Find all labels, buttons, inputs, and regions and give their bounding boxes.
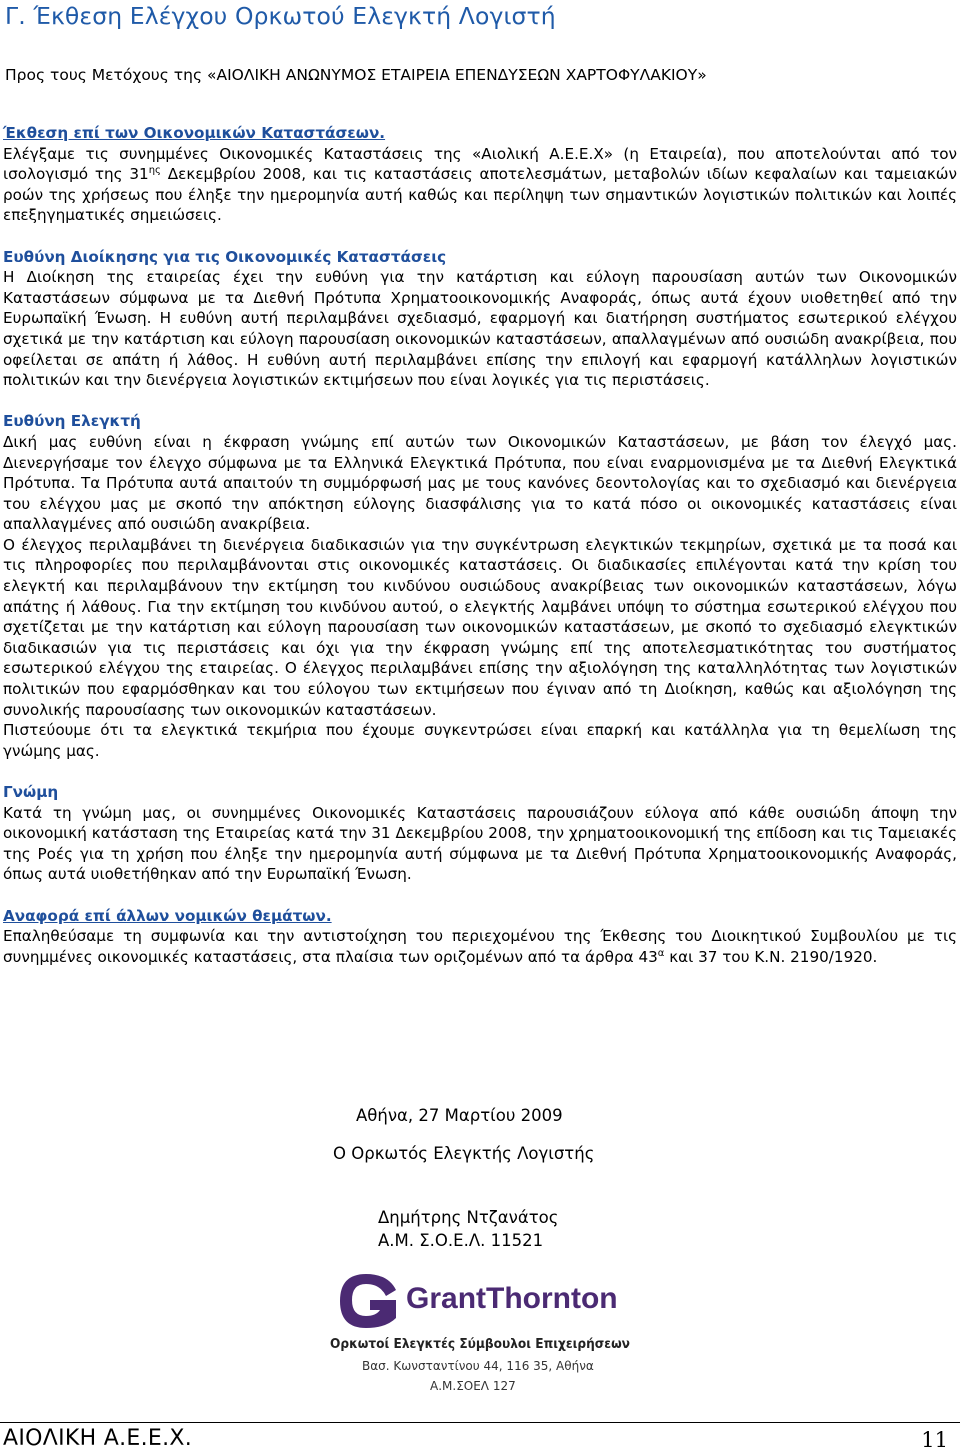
report-sup: ης bbox=[148, 165, 161, 177]
report-body bbox=[3, 123, 957, 967]
grant-thornton-stamp bbox=[330, 1270, 630, 1394]
auditor-heading: Ευθύνη Ελεγκτή bbox=[3, 412, 141, 431]
spacer bbox=[3, 885, 957, 906]
opinion-paragraph: Κατά τη γνώμη μας, οι συνημμένες Οικονομικές Καταστάσεις παρουσιάζουν εύλογα από κάθε ουσιώδη άποψη την οικονομική κατάσταση της Εταιρείας κατά την 31 Δεκεμβρίου 2008, την χρηματοοικονομική της επίδοση και τις Ταμειακές της Ροές για τη χρήση που έληξε την ημερομηνία αυτή σύμφωνα με τα Διεθνή Πρότυπα Χρηματοοικονομικής Αναφοράς, όπως αυτά υιοθετήθηκαν από την Ευρωπαϊκή Ένωση. bbox=[3, 803, 957, 884]
spacer bbox=[3, 391, 957, 412]
auditor-paragraph-3: Πιστεύουμε ότι τα ελεγκτικά τεκμήρια που έχουμε συγκεντρώσει είναι επαρκή και κατάλληλα για τη θεμελίωση της γνώμης μας. bbox=[3, 721, 957, 760]
report-text-a: Ελέγξαμε τις συνημμένες Οικονομικές Καταστάσεις της «Αιολική Α.Ε.Ε.Χ» (η Εταιρεία), που αποτελούνται από τον ισολογισμό της 31 bbox=[3, 144, 957, 184]
signature-name: Δημήτρης Ντζανάτος bbox=[378, 1208, 559, 1227]
logo-address: Βασ. Κωνσταντίνου 44, 116 35, Αθήνα bbox=[362, 1359, 594, 1373]
logo-tagline: Ορκωτοί Ελεγκτές Σύμβουλοι Επιχειρήσεων bbox=[330, 1336, 630, 1352]
legal-text-a: Επαληθεύσαμε τη συμφωνία και την αντιστοίχηση του περιεχομένου της Έκθεσης του Διοικητικού Συμβουλίου με τις συνημμένες οικονομικές καταστάσεις, στα πλαίσια των οριζομένων από τα άρθρα 43 bbox=[3, 927, 957, 966]
spacer bbox=[3, 226, 957, 247]
signature-place-date: Αθήνα, 27 Μαρτίου 2009 bbox=[356, 1106, 563, 1125]
management-paragraph: Η Διοίκηση της εταιρείας έχει την ευθύνη για την κατάρτιση και εύλογη παρουσίαση αυτών των Οικονομικών Καταστάσεων σύμφωνα με τα Διεθνή Πρότυπα Χρηματοοικονομικής Αναφοράς, όπως αυτά έχουν υιοθετηθεί από την Ευρωπαϊκή Ένωση. Η ευθύνη αυτή περιλαμβάνει σχεδιασμό, εφαρμογή και διατήρηση συστήματος εσωτερικού ελέγχου σχετικά με την κατάρτιση και εύλογη παρουσίαση οικονομικών καταστάσεων, απαλλαγμένων από ουσιώδη ανακρίβεια, που οφείλεται σε απάτη ή λάθος. Η ευθύνη αυτή περιλαμβάνει επίσης την επιλογή και εφαρμογή κατάλληλων λογιστικών πολιτικών και την διενέργεια λογιστικών εκτιμήσεων που είναι λογικές για τις περιστάσεις. bbox=[3, 268, 957, 390]
signature-role: Ο Ορκωτός Ελεγκτής Λογιστής bbox=[333, 1144, 595, 1163]
page-number: 11 bbox=[921, 1428, 948, 1452]
auditor-paragraph-2: Ο έλεγχος περιλαμβάνει τη διενέργεια διαδικασιών για την συγκέντρωση ελεγκτικών τεκμηρίων, σχετικά με τα ποσά και τις πληροφορίες που περιλαμβάνονται στις οικονομικές καταστάσεις. Οι διαδικασίες επιλέγονται κατά την κρίση του ελεγκτή και περιλαμβάνουν την εκτίμηση του κινδύνου ουσιώδους ανακρίβειας των οικονομικών καταστάσεων, λόγω απάτης ή λάθους. Για την εκτίμηση του κινδύνου αυτού, ο ελεγκτής λαμβάνει υπόψη το σύστημα εσωτερικού ελέγχου που σχετίζεται με την κατάρτιση και εύλογη παρουσίαση των οικονομικών καταστάσεων, με σκοπό το σχεδιασμό ελεγκτικών διαδικασιών για τις περιστάσεις και όχι για την έκφραση γνώμης επί της αποτελεσματικότητας του συστήματος εσωτερικού ελέγχου της εταιρείας. Ο έλεγχος περιλαμβάνει επίσης την αξιολόγηση της καταλληλότητας των λογιστικών πολιτικών που εφαρμόσθηκαν και του εύλογου των εκτιμήσεων που έγιναν από τη Διοίκηση, καθώς και αξιολόγηση της συνολικής παρουσίασης των οικονομικών καταστάσεων. bbox=[3, 535, 957, 719]
auditor-paragraph-1: Δική μας ευθύνη είναι η έκφραση γνώμης επί αυτών των Οικονομικών Καταστάσεων, με βάση τον έλεγχό μας. Διενεργήσαμε τον έλεγχο σύμφωνα με τα Ελληνικά Ελεγκτικά Πρότυπα, που είναι εναρμονισμένα με τα Διεθνή Ελεγκτικά Πρότυπα. Τα Πρότυπα αυτά απαιτούν τη συμμόρφωσή μας με τους κανόνες δεοντολογίας και το σχεδιασμό και διενέργεια του ελέγχου μας με σκοπό την απόκτηση εύλογης διασφάλισης για το κατά πόσο οι οικονομικές καταστάσεις είναι απαλλαγμένες από ουσιώδη ανακρίβεια. bbox=[3, 432, 957, 534]
report-heading: Έκθεση επί των Οικονομικών Καταστάσεων. bbox=[3, 124, 386, 142]
legal-sup: α bbox=[657, 947, 665, 959]
addressee-line: Προς τους Μετόχους της «ΑΙΟΛΙΚΗ ΑΝΩΝΥΜΟΣ ΕΤΑΙΡΕΙΑ ΕΠΕΝΔΥΣΕΩΝ ΧΑΡΤΟΦΥΛΑΚΙΟΥ» bbox=[5, 66, 707, 84]
footer-divider bbox=[0, 1422, 960, 1423]
management-heading: Ευθύνη Διοίκησης για τις Οικονομικές Καταστάσεις bbox=[3, 247, 447, 266]
signature-registry: Α.Μ. Σ.Ο.Ε.Λ. 11521 bbox=[378, 1231, 544, 1250]
logo-brand: GrantThornton bbox=[406, 1282, 618, 1315]
legal-text-b: και 37 του Κ.Ν. 2190/1920. bbox=[664, 947, 878, 966]
spacer bbox=[3, 761, 957, 782]
logo-registry: Α.Μ.ΣΟΕΛ 127 bbox=[430, 1379, 516, 1393]
legal-paragraph bbox=[3, 926, 957, 967]
footer-company: ΑΙΟΛΙΚΗ Α.Ε.Ε.Χ. bbox=[3, 1426, 193, 1451]
report-paragraph bbox=[3, 144, 957, 226]
page-title: Γ. Έκθεση Ελέγχου Ορκωτού Ελεγκτή Λογιστή bbox=[5, 2, 556, 30]
grant-thornton-logo-icon bbox=[340, 1274, 396, 1328]
opinion-heading: Γνώμη bbox=[3, 783, 59, 801]
legal-heading: Αναφορά επί άλλων νομικών θεμάτων. bbox=[3, 906, 332, 925]
report-text-b: Δεκεμβρίου 2008, και τις καταστάσεις αποτελεσμάτων, μεταβολών ιδίων κεφαλαίων και ταμειακών ροών της χρήσεως που έληξε την ημερομηνία αυτή καθώς και περίληψη των σημαντικών λογιστικών πολιτικών και λοιπές επεξηγηματικές σημειώσεις. bbox=[3, 165, 957, 225]
